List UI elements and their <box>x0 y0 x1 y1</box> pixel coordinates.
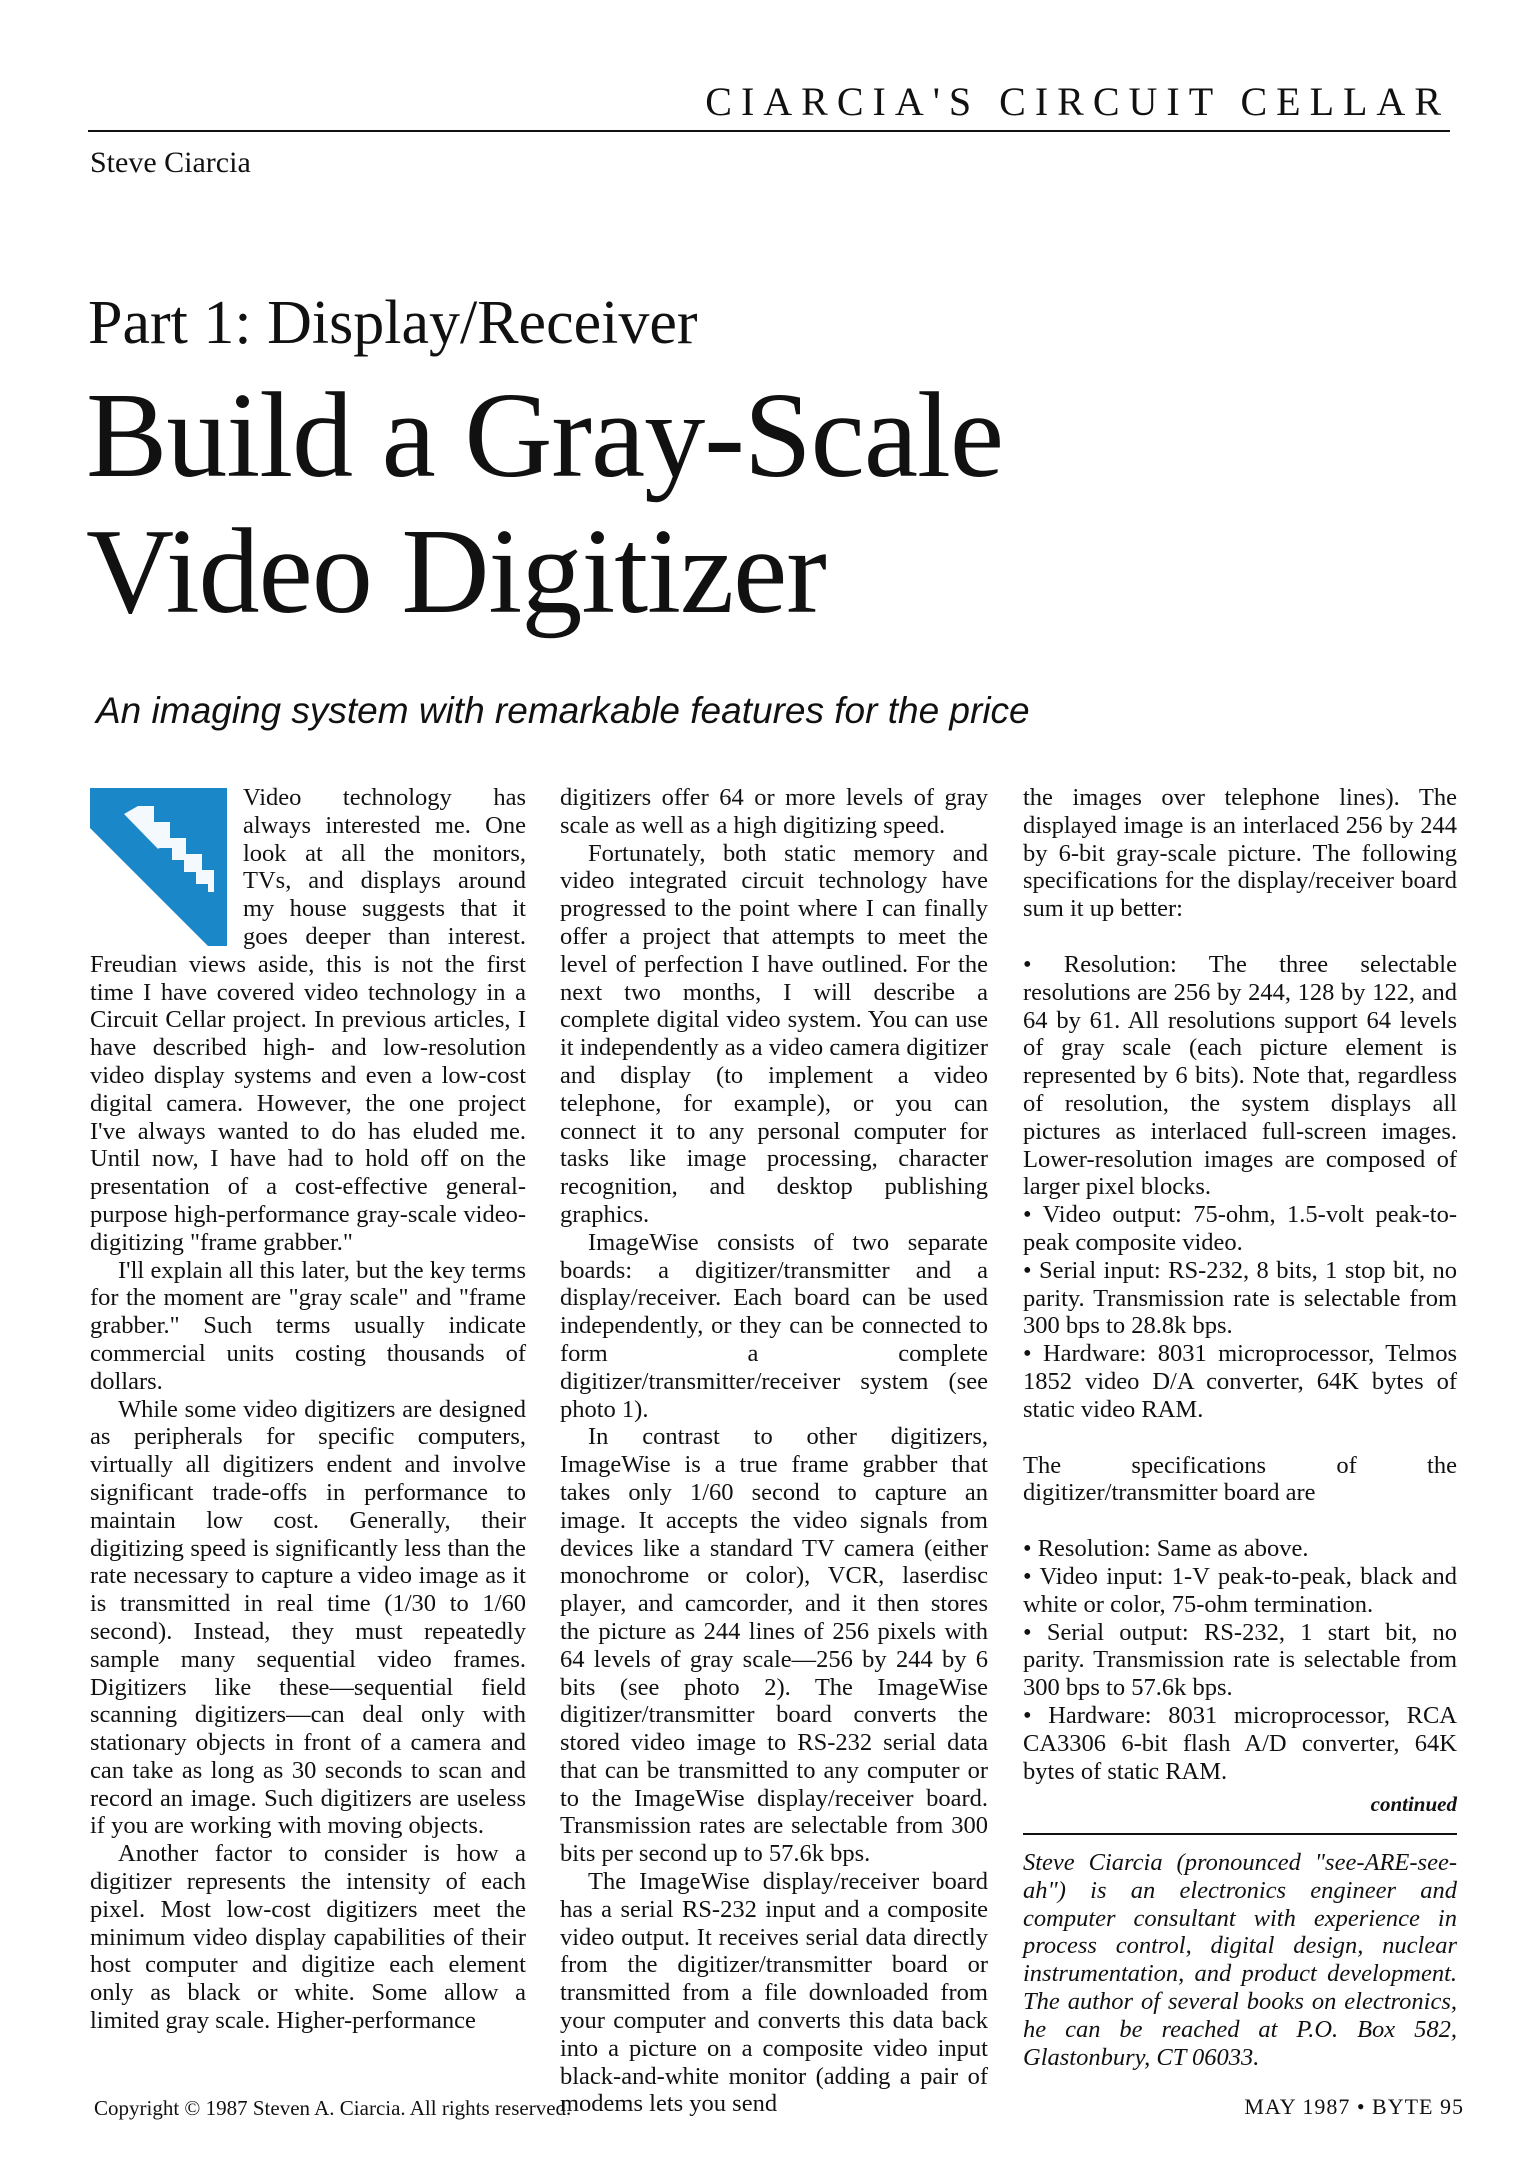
kicker: Part 1: Display/Receiver <box>88 289 698 357</box>
body-column-2 <box>560 784 988 2118</box>
paragraph: Another factor to consider is how a digitizer represents the intensity of each pixel. Most low-cost digitizers meet the minimum video display capabilities of their host computer and digitize each element only as black or white. Some allow a limited gray scale. Higher-performance <box>90 1840 526 2035</box>
display-receiver-spec-list <box>1023 951 1457 1424</box>
title-line-2: Video Digitizer <box>86 504 826 639</box>
deck: An imaging system with remarkable features for the price <box>96 690 1030 731</box>
article-title <box>86 368 1003 640</box>
list-item: • Serial input: RS-232, 8 bits, 1 stop bit, no parity. Transmission rate is selectable from 300 bps to 28.8k bps. <box>1023 1256 1457 1340</box>
bio-divider <box>1023 1833 1457 1835</box>
copyright-notice: Copyright © 1987 Steven A. Ciarcia. All rights reserved. <box>94 2096 572 2120</box>
paragraph: the images over telephone lines). The displayed image is an interlaced 256 by 244 by 6-bit gray-scale picture. The following specifications for the display/receiver board sum it up better: <box>1023 784 1457 923</box>
list-item: • Video output: 75-ohm, 1.5-volt peak-to-peak composite video. <box>1023 1201 1457 1256</box>
header-rule <box>88 130 1450 132</box>
paragraph: digitizers offer 64 or more levels of gray scale as well as a high digitizing speed. <box>560 784 988 839</box>
list-item: • Resolution: The three selectable resolutions are 256 by 244, 128 by 122, and 64 by 61. All resolutions support 64 levels of gray scale (each picture element is represented by 6 bits). Note that, regardless of resolution, the system displays all pictures as interlaced full-screen images. Lower-resolution images are composed of larger pixel blocks. <box>1023 950 1457 1201</box>
paragraph: I'll explain all this later, but the key terms for the moment are "gray scale" and "frame grabber." Such terms usually indicate commercial units costing thousands of dollars. <box>90 1256 526 1395</box>
paragraph: The specifications of the digitizer/transmitter board are <box>1023 1451 1457 1507</box>
body-column-3 <box>1023 784 1457 2071</box>
dropcap-v-icon <box>90 788 227 946</box>
digitizer-transmitter-spec-list <box>1023 1535 1457 1785</box>
paragraph: The ImageWise display/receiver board has a serial RS-232 input and a composite video output. It receives serial data directly from the digitizer/transmitter board or transmitted from a file downloaded from your computer and converts this data back into a picture on a composite video input black-and-white monitor (adding a pair of modems lets you send <box>560 1868 988 2118</box>
body-column-1 <box>90 784 526 2035</box>
list-item: • Hardware: 8031 microprocessor, Telmos 1852 video D/A converter, 64K bytes of static video RAM. <box>1023 1340 1457 1423</box>
author-tag: Steve Ciarcia <box>90 146 251 179</box>
list-item: • Video input: 1-V peak-to-peak, black and white or color, 75-ohm termination. <box>1023 1562 1457 1618</box>
paragraph: While some video digitizers are designed as peripherals for specific computers, virtually all digitizers endent and involve significant trade-offs in performance to maintain low cost. Generally, their digitizing speed is significantly less than the rate necessary to capture a video image as it is transmitted in real time (1/30 to 1/60 second). Instead, they must repeatedly sample many sequential video frames. Digitizers like these—sequential field scanning digitizers—can deal only with stationary objects in front of a camera and can take as long as 30 seconds to scan and record an image. Such digitizers are useless if you are working with moving objects. <box>90 1395 526 1840</box>
author-bio: Steve Ciarcia (pronounced "see-ARE-see-ah") is an electronics engineer and computer consultant with experience in process control, digital design, nuclear instrumentation, and product development. The author of several books on electronics, he can be reached at P.O. Box 582, Glastonbury, CT 06033. <box>1023 1849 1457 2071</box>
page-folio: MAY 1987 • BYTE 95 <box>1244 2094 1464 2119</box>
list-item: • Resolution: Same as above. <box>1023 1535 1309 1563</box>
title-line-1: Build a Gray-Scale <box>86 368 1004 503</box>
continued-label: continued <box>1370 1792 1457 1817</box>
list-item: • Serial output: RS-232, 1 start bit, no parity. Transmission rate is selectable from 300 bps to 57.6k bps. <box>1023 1618 1457 1702</box>
paragraph: Fortunately, both static memory and video integrated circuit technology have progressed to the point where I can finally offer a project that attempts to meet the level of perfection I have outlined. For the next two months, I will describe a complete digital video system. You can use it independently as a video camera digitizer and display (to implement a video telephone, for example), or you can connect it to any personal computer for tasks like image processing, character recognition, and desktop publishing graphics. <box>560 839 988 1228</box>
column-title: CIARCIA'S CIRCUIT CELLAR <box>705 79 1450 124</box>
list-item: • Hardware: 8031 microprocessor, RCA CA3306 6-bit flash A/D converter, 64K bytes of static RAM. <box>1023 1701 1457 1785</box>
paragraph: In contrast to other digitizers, ImageWise is a true frame grabber that takes only 1/60 second to capture an image. It accepts the video signals from devices like a standard TV camera (either monochrome or color), VCR, laserdisc player, and camcorder, and it then stores the picture as 244 lines of 256 pixels with 64 levels of gray scale—256 by 244 by 6 bits (see photo 2). The ImageWise digitizer/transmitter board converts the stored video image to RS-232 serial data that can be transmitted to any computer or to the ImageWise display/receiver board. Transmission rates are selectable from 300 bits per second up to 57.6k bps. <box>560 1423 988 1868</box>
paragraph: ImageWise consists of two separate boards: a digitizer/transmitter and a display/receiver. Each board can be used independently, or they can be connected to form a complete digitizer/transmitter/receiver system (see photo 1). <box>560 1228 988 1423</box>
paragraph: Video technology has always interested me. One look at all the monitors, TVs, and displays around my house suggests that it goes deeper than interest. Freudian views aside, this is not the first time I have covered video technology in a Circuit Cellar project. In previous articles, I have described high- and low-resolution video display systems and even a low-cost digital camera. However, the one project I've always wanted to do has eluded me. Until now, I have had to hold off on the presentation of a cost-effective general-purpose high-performance gray-scale video-digitizing "frame grabber." <box>90 784 526 1256</box>
